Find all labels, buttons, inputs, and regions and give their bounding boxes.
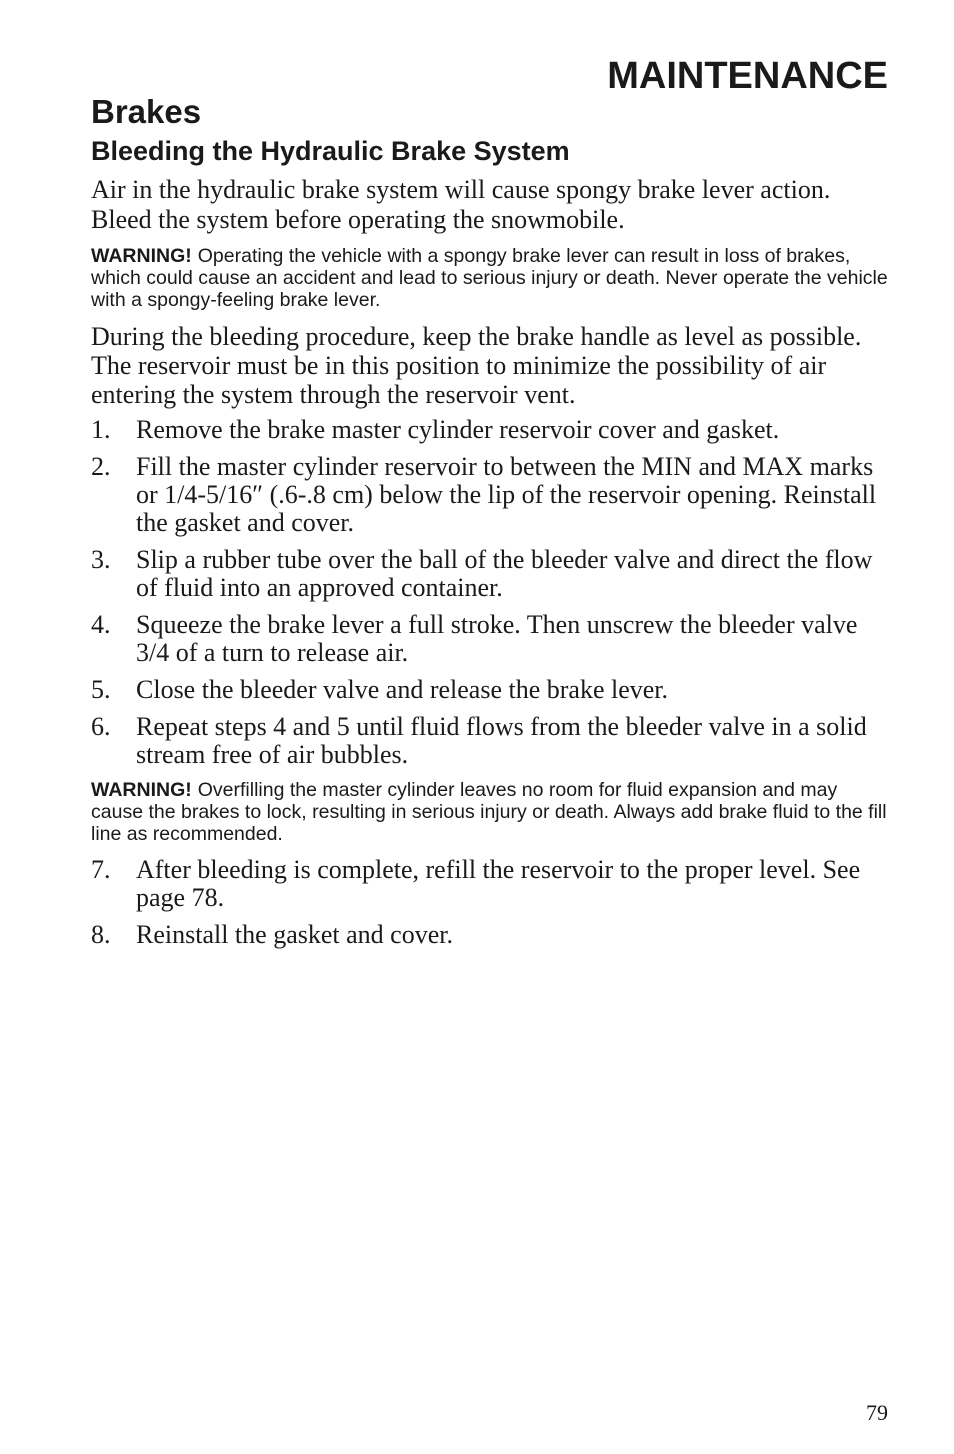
step-item (91, 676, 888, 704)
step-text: Close the bleeder valve and release the brake lever. (136, 675, 669, 704)
subsection-title: Bleeding the Hydraulic Brake System (91, 136, 570, 166)
step-number: 7. (91, 855, 111, 884)
step-number: 4. (91, 610, 111, 639)
warning-text: Operating the vehicle with a spongy brake lever can result in loss of brakes, which could cause an accident and lead to serious injury or death. Never operate the vehicle with a spongy-feeling brake lever. (91, 245, 888, 311)
step-number: 5. (91, 675, 111, 704)
steps-list-continued (91, 856, 888, 949)
steps-list (91, 416, 888, 769)
page-number: 79 (866, 1400, 888, 1425)
section-title: Brakes (91, 93, 202, 130)
procedure-intro-paragraph: During the bleeding procedure, keep the brake handle as level as possible. The reservoir must be in this position to minimize the possibility of air entering the system through the reservoir vent. (91, 322, 862, 409)
step-number: 2. (91, 452, 111, 481)
warning-label: WARNING! (91, 245, 192, 267)
step-item (91, 713, 888, 769)
step-number: 3. (91, 545, 111, 574)
step-text: Reinstall the gasket and cover. (136, 920, 453, 949)
step-text: Remove the brake master cylinder reservoir cover and gasket. (136, 415, 780, 444)
step-item (91, 416, 888, 444)
step-number: 6. (91, 712, 111, 741)
intro-paragraph: Air in the hydraulic brake system will cause spongy brake lever action. Bleed the system before operating the snowmobile. (91, 175, 831, 234)
content-body (91, 175, 888, 958)
step-text: After bleeding is complete, refill the reservoir to the proper level. See page 78. (136, 855, 861, 912)
step-item (91, 546, 888, 602)
step-text: Squeeze the brake lever a full stroke. Then unscrew the bleeder valve 3/4 of a turn to release air. (136, 610, 858, 667)
step-text: Slip a rubber tube over the ball of the bleeder valve and direct the flow of fluid into an approved container. (136, 545, 873, 602)
step-item (91, 611, 888, 667)
step-item (91, 453, 888, 537)
warning-text: Overfilling the master cylinder leaves no room for fluid expansion and may cause the brakes to lock, resulting in serious injury or death. Always add brake fluid to the fill line as recommended. (91, 779, 887, 845)
step-text: Repeat steps 4 and 5 until fluid flows from the bleeder valve in a solid stream free of air bubbles. (136, 712, 867, 769)
warning-overfilling (91, 779, 888, 845)
warning-label: WARNING! (91, 779, 192, 801)
step-text: Fill the master cylinder reservoir to between the MIN and MAX marks or 1/4-5/16″ (.6-.8 cm) below the lip of the reservoir opening. Reinstall the gasket and cover. (136, 452, 877, 537)
warning-spongy-lever (91, 245, 888, 311)
step-item (91, 921, 888, 949)
step-item (91, 856, 888, 912)
manual-page (91, 0, 888, 1454)
step-number: 8. (91, 920, 111, 949)
chapter-title: MAINTENANCE (607, 55, 888, 97)
step-number: 1. (91, 415, 111, 444)
